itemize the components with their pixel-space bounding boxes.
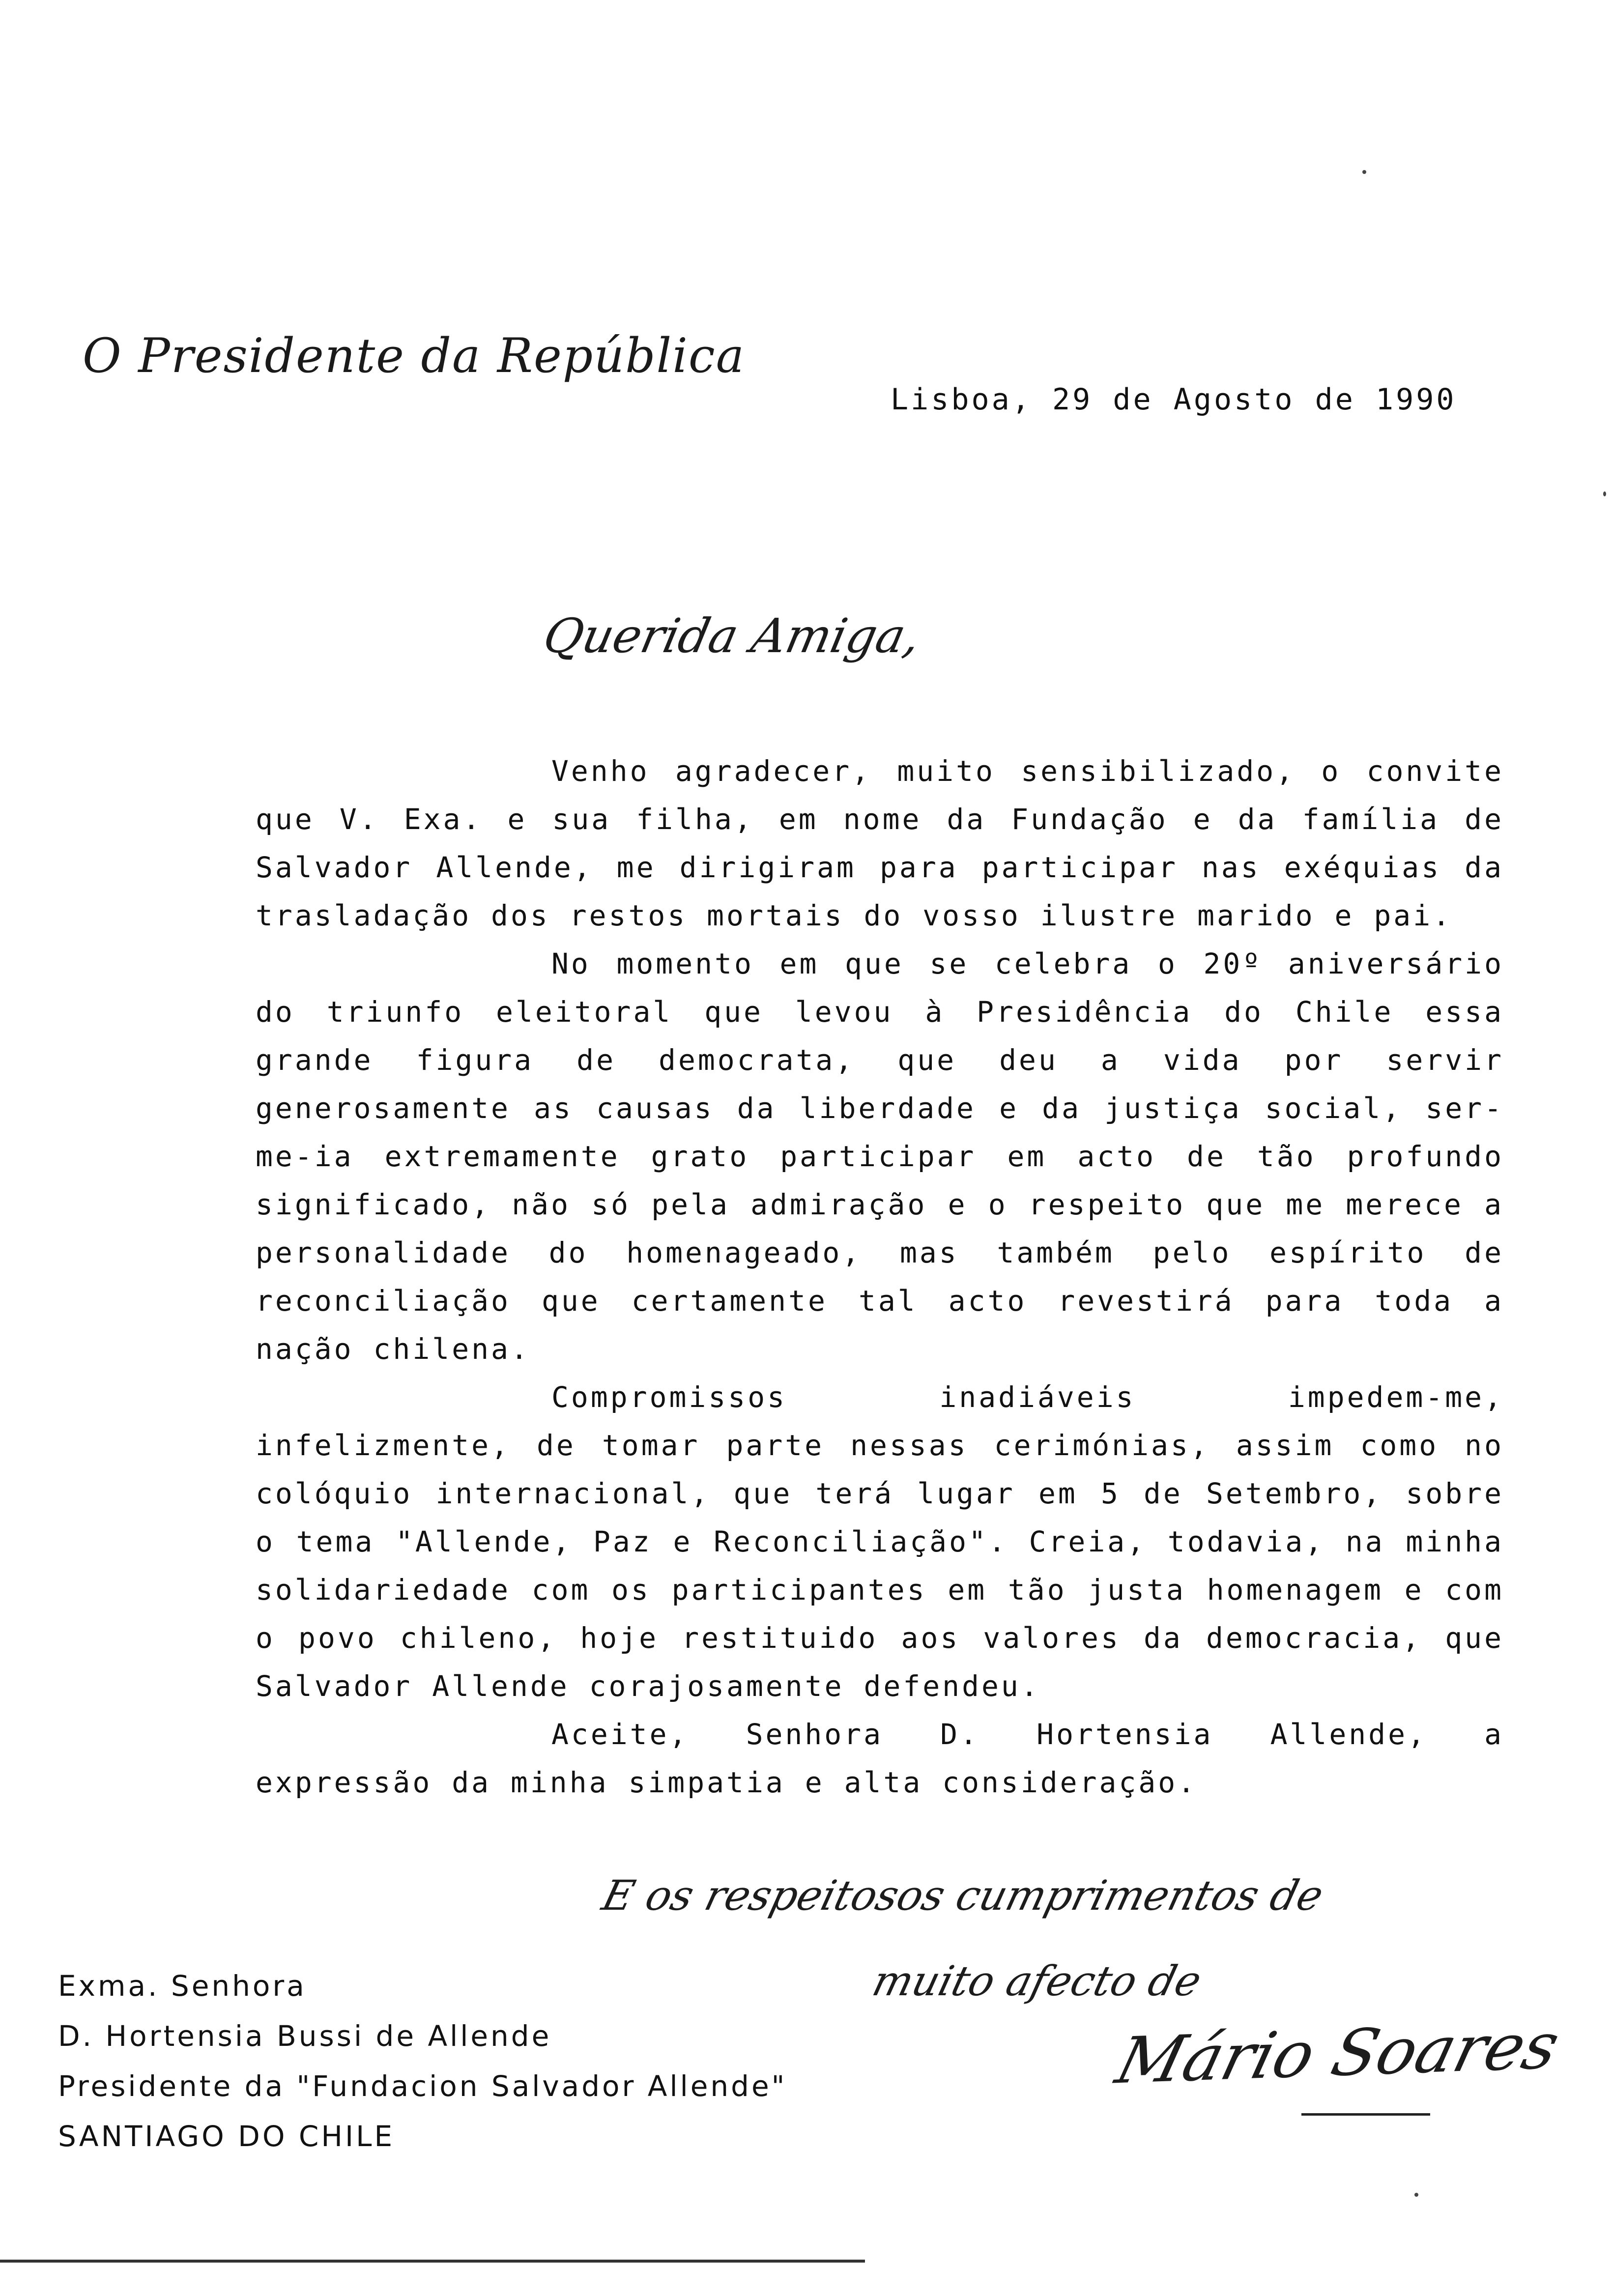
- body-paragraph: Aceite, Senhora D. Hortensia Allende, a expressão da minha simpatia e alta consideração.: [256, 1718, 1504, 1799]
- paper-speck: [1414, 2193, 1418, 2197]
- handwritten-closing-line-2: muito afecto de: [867, 1957, 1207, 2005]
- paper-speck: [1603, 491, 1606, 496]
- body-paragraph: No momento em que se celebra o 20º aniversário do triunfo eleitoral que levou à Presidência do Chile essa grande figura de democrata, que deu a vida por servir generosamente as causas da liberdade e da justiça social, ser-me-ia extremamente grato participar em acto de tão profundo significado, não só pela admiração e o respeito que me merece a personalidade do homenageado, mas também pelo espírito de reconciliação que certamente tal acto revestirá para toda a nação chilena.: [256, 947, 1504, 1366]
- addressee-block: [58, 1961, 787, 2161]
- letter-body: [256, 747, 1504, 1807]
- body-paragraph: Venho agradecer, muito sensibilizado, o convite que V. Exa. e sua filha, em nome da Fundação e da família de Salvador Allende, me dirigiram para participar nas exéquias da trasladação dos restos mortais do vosso ilustre marido e pai.: [256, 754, 1504, 932]
- paper-speck: [1362, 170, 1366, 174]
- addressee-line: D. Hortensia Bussi de Allende: [58, 2019, 552, 2053]
- addressee-line: Exma. Senhora: [58, 1969, 307, 2003]
- addressee-line: SANTIAGO DO CHILE: [58, 2120, 395, 2153]
- handwritten-signature: Mário Soares: [1109, 2008, 1567, 2098]
- body-paragraph: Compromissos inadiáveis impedem-me, infelizmente, de tomar parte nessas cerimónias, assim como no colóquio internacional, que terá lugar em 5 de Setembro, sobre o tema "Allende, Paz e Reconciliação". Creia, todavia, na minha solidariedade com os participantes em tão justa homenagem e com o povo chileno, hoje restituido aos valores da democracia, que Salvador Allende corajosamente defendeu.: [256, 1380, 1504, 1703]
- handwritten-salutation: Querida Amiga,: [539, 608, 926, 663]
- bottom-edge-line: [0, 2260, 865, 2263]
- letterhead: O Presidente da República: [83, 328, 745, 383]
- date-line: Lisboa, 29 de Agosto de 1990: [891, 382, 1457, 417]
- addressee-line: Presidente da "Fundacion Salvador Allende": [58, 2069, 787, 2103]
- handwritten-closing-line-1: E os respeitosos cumprimentos de: [597, 1871, 1328, 1920]
- signature-underline: [1301, 2113, 1430, 2116]
